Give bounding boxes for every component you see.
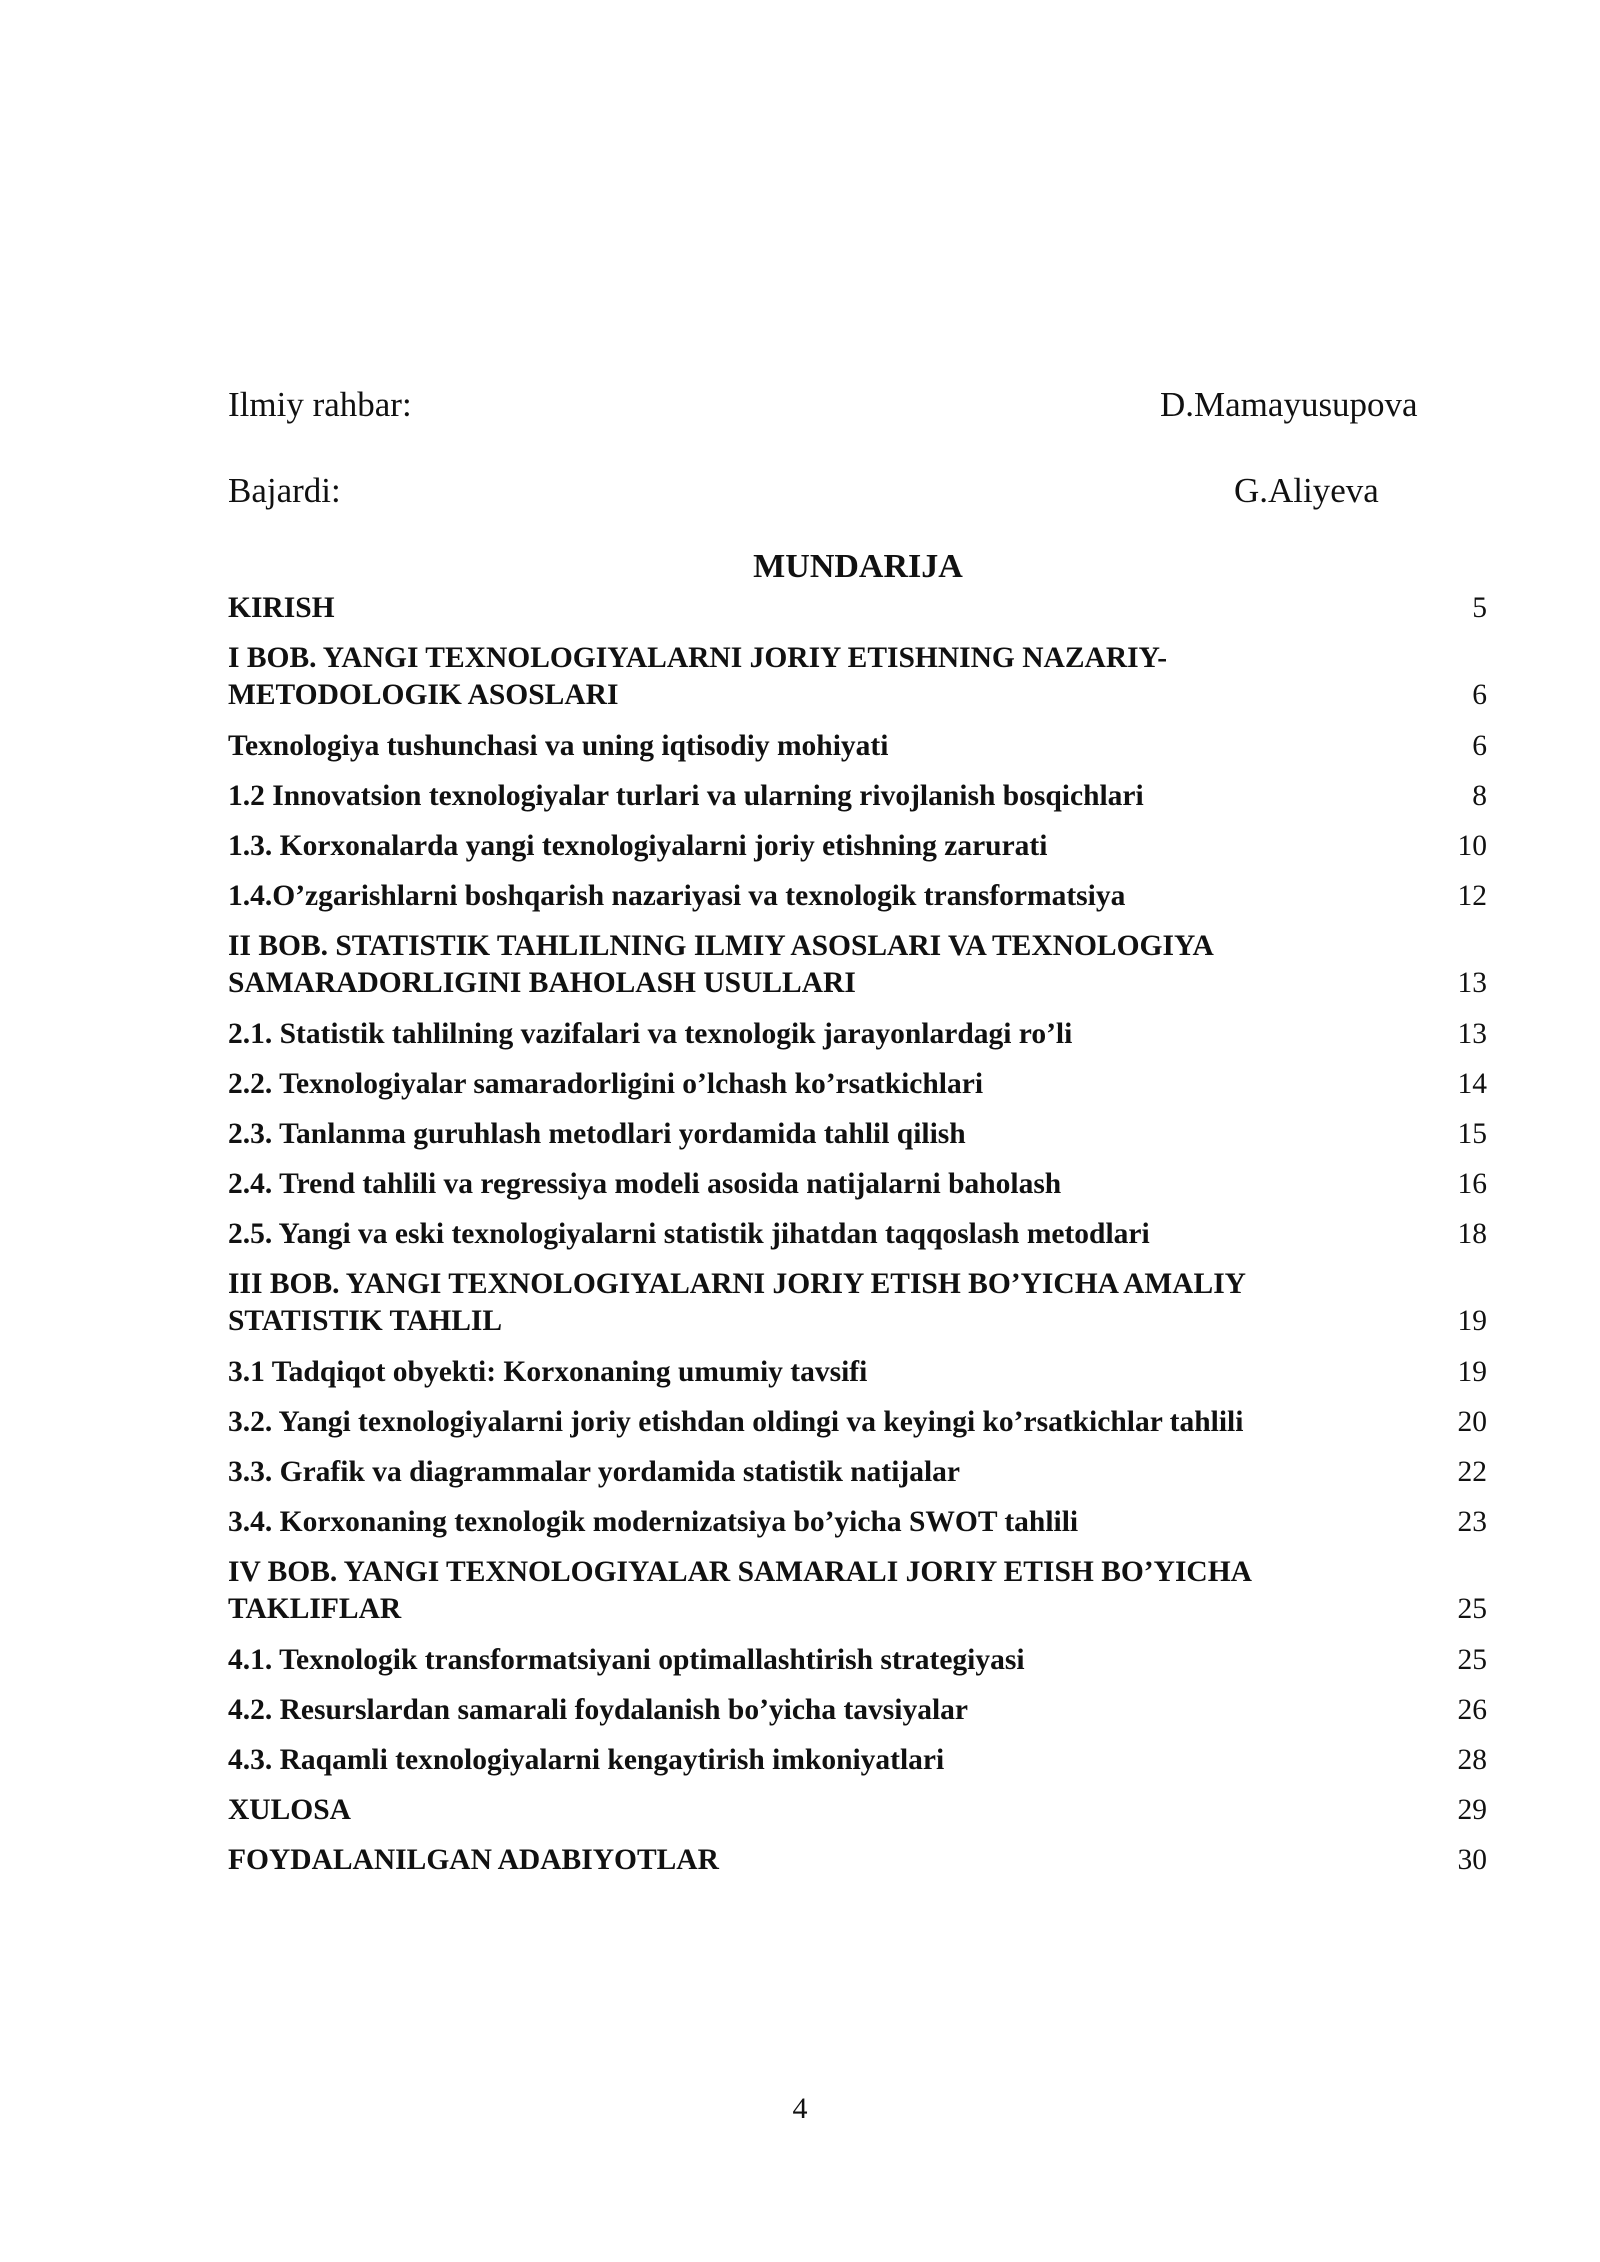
toc-entry[interactable] xyxy=(228,1066,1487,1116)
toc-entry-page: 20 xyxy=(1457,1406,1487,1438)
toc-chapter-title-line: IV BOB. YANGI TEXNOLOGIYALAR SAMARALI JORIY ETISH BO’YICHA xyxy=(228,1556,1252,1588)
toc-chapter-entry[interactable] xyxy=(228,1554,1487,1642)
toc-entry[interactable] xyxy=(228,1216,1487,1266)
toc-entry-label: 2.3. Tanlanma guruhlash metodlari yordamida tahlil qilish xyxy=(228,1118,966,1150)
toc-entry[interactable] xyxy=(228,1116,1487,1166)
toc-entry-label: 4.1. Texnologik transformatsiyani optimallashtirish strategiyasi xyxy=(228,1644,1025,1676)
toc-entry[interactable] xyxy=(228,1504,1487,1554)
toc-entry-label: 1.4.O’zgarishlarni boshqarish nazariyasi va texnologik transformatsiya xyxy=(228,880,1126,912)
toc-entry[interactable] xyxy=(228,1354,1487,1404)
toc-entry-page: 13 xyxy=(1457,1018,1487,1050)
toc-entry-label: XULOSA xyxy=(228,1794,351,1826)
toc-chapter-title-line: I BOB. YANGI TEXNOLOGIYALARNI JORIY ETISHNING NAZARIY- xyxy=(228,642,1168,674)
supervisor-name: D.Mamayusupova xyxy=(1160,385,1418,424)
toc-entry-label: 2.1. Statistik tahlilning vazifalari va texnologik jarayonlardagi ro’li xyxy=(228,1018,1073,1050)
toc-entry-page: 16 xyxy=(1457,1168,1487,1200)
toc-entry-page: 23 xyxy=(1457,1506,1487,1538)
toc-entry[interactable] xyxy=(228,778,1487,828)
toc-entry-label: 2.2. Texnologiyalar samaradorligini o’lchash ko’rsatkichlari xyxy=(228,1068,984,1100)
toc-entry-label: 1.3. Korxonalarda yangi texnologiyalarni joriy etishning zarurati xyxy=(228,830,1048,862)
toc-chapter-entry[interactable] xyxy=(228,928,1487,1016)
toc-entry[interactable] xyxy=(228,728,1487,778)
toc-entry-label: METODOLOGIK ASOSLARI xyxy=(228,679,619,711)
toc-chapter-entry[interactable] xyxy=(228,1266,1487,1354)
toc-entry-label: 3.4. Korxonaning texnologik modernizatsiya bo’yicha SWOT tahlili xyxy=(228,1506,1079,1538)
toc-entry-label: 3.1 Tadqiqot obyekti: Korxonaning umumiy tavsifi xyxy=(228,1356,868,1388)
toc-entry[interactable] xyxy=(228,1742,1487,1792)
toc-entry[interactable] xyxy=(228,1792,1487,1842)
toc-chapter-entry[interactable] xyxy=(228,640,1487,728)
toc-entry-label: 1.2 Innovatsion texnologiyalar turlari va ularning rivojlanish bosqichlari xyxy=(228,780,1144,812)
toc-entry-label: 3.2. Yangi texnologiyalarni joriy etishdan oldingi va keyingi ko’rsatkichlar tahlili xyxy=(228,1406,1244,1438)
toc-entry[interactable] xyxy=(228,1016,1487,1066)
toc-entry[interactable] xyxy=(228,828,1487,878)
toc-entry-page: 30 xyxy=(1457,1844,1487,1876)
toc-entry-page: 28 xyxy=(1457,1744,1487,1776)
toc-entry[interactable] xyxy=(228,1404,1487,1454)
toc-entry[interactable] xyxy=(228,1166,1487,1216)
toc-entry-label: KIRISH xyxy=(228,592,335,624)
toc-entry-page: 19 xyxy=(1457,1305,1487,1337)
toc-entry-page: 12 xyxy=(1457,880,1487,912)
toc-entry[interactable] xyxy=(228,1454,1487,1504)
supervisor-role: Ilmiy rahbar: xyxy=(228,385,412,424)
toc-entry[interactable] xyxy=(228,1842,1487,1892)
toc-entry[interactable] xyxy=(228,878,1487,928)
author-row xyxy=(228,471,1440,521)
toc-entry-page: 18 xyxy=(1457,1218,1487,1250)
toc-entry-page: 29 xyxy=(1457,1794,1487,1826)
toc-entry[interactable] xyxy=(228,1642,1487,1692)
author-role: Bajardi: xyxy=(228,471,341,510)
toc-entry-page: 5 xyxy=(1472,592,1487,624)
toc-entry-page: 6 xyxy=(1472,730,1487,762)
toc-entry-page: 6 xyxy=(1472,679,1487,711)
author-name: G.Aliyeva xyxy=(1234,471,1379,510)
toc-entry-label: 4.3. Raqamli texnologiyalarni kengaytirish imkoniyatlari xyxy=(228,1744,945,1776)
toc-entry-label: 2.5. Yangi va eski texnologiyalarni statistik jihatdan taqqoslash metodlari xyxy=(228,1218,1150,1250)
toc-entry-label: Texnologiya tushunchasi va uning iqtisodiy mohiyati xyxy=(228,730,889,762)
toc-title: MUNDARIJA xyxy=(753,548,963,585)
toc-entry-page: 13 xyxy=(1457,967,1487,999)
toc-entry-label: SAMARADORLIGINI BAHOLASH USULLARI xyxy=(228,967,856,999)
toc-entry-page: 10 xyxy=(1457,830,1487,862)
toc-entry-label: 2.4. Trend tahlili va regressiya modeli asosida natijalarni baholash xyxy=(228,1168,1062,1200)
toc-entry-page: 8 xyxy=(1472,780,1487,812)
toc-entry-page: 14 xyxy=(1457,1068,1487,1100)
toc-chapter-title-line: II BOB. STATISTIK TAHLILNING ILMIY ASOSLARI VA TEXNOLOGIYA xyxy=(228,930,1214,962)
toc-entry-page: 25 xyxy=(1457,1593,1487,1625)
toc-entry-label: 4.2. Resurslardan samarali foydalanish bo’yicha tavsiyalar xyxy=(228,1694,969,1726)
page-number: 4 xyxy=(792,2092,808,2125)
toc-chapter-title-line: III BOB. YANGI TEXNOLOGIYALARNI JORIY ETISH BO’YICHA AMALIY xyxy=(228,1268,1246,1300)
toc-entry-page: 26 xyxy=(1457,1694,1487,1726)
toc-entry-label: 3.3. Grafik va diagrammalar yordamida statistik natijalar xyxy=(228,1456,961,1488)
toc-entry-page: 22 xyxy=(1457,1456,1487,1488)
toc-entry[interactable] xyxy=(228,590,1487,640)
supervisor-row xyxy=(228,385,1440,435)
toc-entry-label: FOYDALANILGAN ADABIYOTLAR xyxy=(228,1844,719,1876)
table-of-contents xyxy=(228,590,1487,1892)
toc-entry-label: STATISTIK TAHLIL xyxy=(228,1305,503,1337)
toc-entry-label: TAKLIFLAR xyxy=(228,1593,402,1625)
toc-entry-page: 25 xyxy=(1457,1644,1487,1676)
toc-entry-page: 19 xyxy=(1457,1356,1487,1388)
toc-entry[interactable] xyxy=(228,1692,1487,1742)
toc-entry-page: 15 xyxy=(1457,1118,1487,1150)
